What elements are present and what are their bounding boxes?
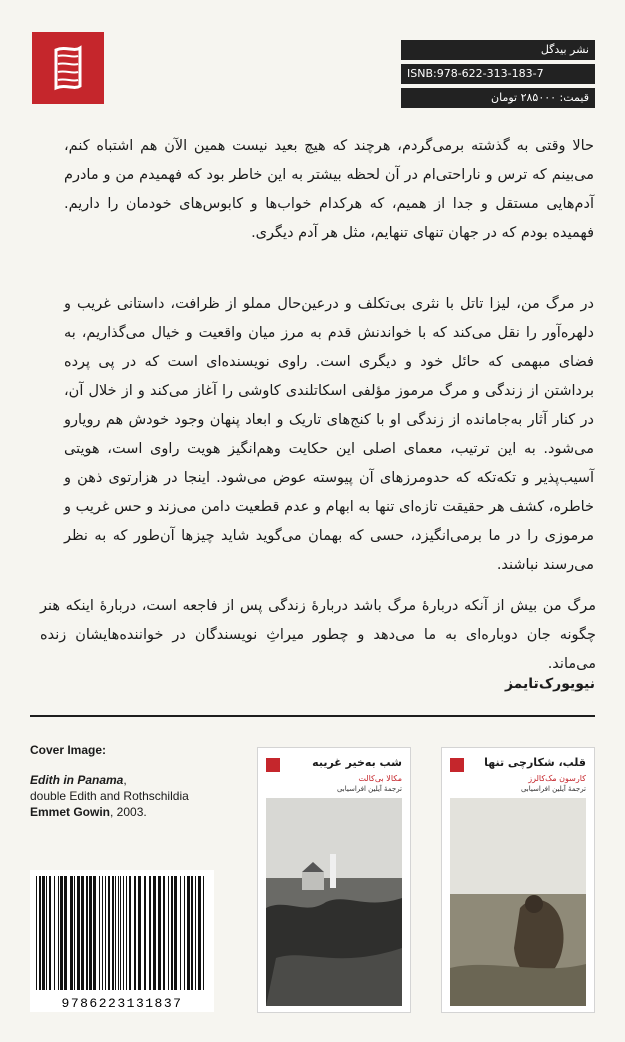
cover-credit-line: double Edith and Rothschildia xyxy=(30,789,189,803)
related-book-cover-image xyxy=(266,798,402,1006)
barcode-bar xyxy=(108,876,110,990)
cover-credit-title: Edith in Panama xyxy=(30,773,124,787)
barcode-bar xyxy=(203,876,204,990)
publisher-logo xyxy=(32,32,104,104)
barcode-bar xyxy=(77,876,80,990)
publisher-name: نشر بیدگل xyxy=(401,40,595,60)
barcode-bar xyxy=(39,876,41,990)
barcode-bar xyxy=(42,876,45,990)
review-quote: مرگ من بیش از آنکه دربارهٔ مرگ باشد دربارهٔ زندگی پس از فاجعه است، دربارهٔ اینکه هنر چگونه جان دوباره‌ای به ما می‌دهد و چطور میراثِ نویسندگان در خواننده‌هایشان زنده می‌ماند. xyxy=(40,598,596,672)
related-book-translator: ترجمهٔ آیلین افراسیابی xyxy=(520,785,586,793)
barcode-bar xyxy=(54,876,55,990)
barcode xyxy=(30,870,214,1012)
barcode-bar xyxy=(123,876,124,990)
barcode-bar xyxy=(174,876,177,990)
barcode-digits: 9786223131837 xyxy=(61,996,183,1011)
barcode-bar xyxy=(99,876,100,990)
related-book-translator: ترجمهٔ آیلین افراسیابی xyxy=(336,785,402,793)
barcode-bar xyxy=(129,876,131,990)
isbn-label: ISNB:978-622-313-183-7 xyxy=(401,64,595,84)
cover-credit-artist: Emmet Gowin xyxy=(30,805,111,819)
related-book-cover-image xyxy=(450,798,586,1006)
barcode-bar xyxy=(70,876,73,990)
barcode-bar xyxy=(126,876,127,990)
barcode-bar xyxy=(86,876,88,990)
barcode-bar xyxy=(118,876,119,990)
cover-credit-heading: Cover Image: xyxy=(30,743,107,757)
related-book-card xyxy=(258,748,410,1012)
barcode-bar xyxy=(89,876,92,990)
publisher-logo-small xyxy=(450,758,464,772)
barcode-bar xyxy=(168,876,169,990)
barcode-bar xyxy=(58,876,59,990)
related-book-author: کارسون مک‌کالرز xyxy=(528,774,586,783)
barcode-bar xyxy=(105,876,106,990)
barcode-bar xyxy=(198,876,201,990)
related-book-title: شب به‌خیر غریبه xyxy=(312,756,402,769)
related-book-title: قلب، شکارچی تنها xyxy=(484,756,586,769)
review-attribution: نیویورک‌تایمز xyxy=(504,676,595,692)
barcode-bar xyxy=(93,876,96,990)
barcode-bar xyxy=(158,876,161,990)
barcode-bar xyxy=(195,876,196,990)
cover-credit: Cover Image: Edith in Panama, double Edith and Rothschildia Emmet Gowin, 2003. xyxy=(30,742,240,820)
barcode-bar xyxy=(149,876,151,990)
barcode-bar xyxy=(74,876,75,990)
related-book-author: مکالا بی‌کالت xyxy=(358,774,402,783)
price-label: قیمت: ۲۸۵۰۰۰ تومان xyxy=(401,88,595,108)
barcode-bar xyxy=(64,876,67,990)
barcode-bar xyxy=(184,876,185,990)
publisher-logo-small xyxy=(266,758,280,772)
barcode-bar xyxy=(144,876,146,990)
barcode-bar xyxy=(120,876,121,990)
barcode-bar xyxy=(187,876,190,990)
barcode-bar xyxy=(36,876,37,990)
barcode-bar xyxy=(134,876,136,990)
barcode-bar xyxy=(163,876,165,990)
barcode-bar xyxy=(112,876,114,990)
barcode-bar xyxy=(60,876,63,990)
related-book-card xyxy=(442,748,594,1012)
barcode-bar xyxy=(46,876,47,990)
barcode-bar xyxy=(153,876,156,990)
barcode-bar xyxy=(138,876,141,990)
book-description: در مرگ من، لیزا تاتل با نثری بی‌تکلف و درعین‌حال مملو از ظرافت، داستانی غریب و دلهره‌آور را نقل می‌کند که با خواندنش قدم به مرز میان واقعیت و خیال می‌گذاریم، به فضای مبهمی که حائل خود و دیگری است. راوی نویسنده‌ای است که در پی پرده برداشتن از زندگی و مرگ مرموز مؤلفی اسکاتلندی کاوشی را آغاز می‌کند و از خلال آن، در کنار آثار به‌جامانده از زندگی او با کنج‌های تاریک و ابعاد پنهان وجود خودش هم رویارو می‌شود. به این ترتیب، معمای اصلی این حکایت وهم‌انگیز هویت راوی است، هویتی آسیب‌پذیر و تکه‌تکه که حدومرزهای آن پیوسته عوض می‌شود. اینجا در هزارتوی ذهن و خاطره، کشف هر حقیقت تازه‌ای تنها به ابهام و عدم قطعیت دامن می‌زند و حس غریب و مرموزی را در ما برمی‌انگیزد، حسی که بهمان می‌گوید شاید چیزها آن‌طور که به نظر می‌رسند نباشند. xyxy=(64,296,594,573)
barcode-bar xyxy=(81,876,84,990)
barcode-bar xyxy=(180,876,181,990)
barcode-bar xyxy=(115,876,116,990)
opening-excerpt: حالا وقتی به گذشته برمی‌گردم، هرچند که هیچ بعید نیست همین الآن هم اشتباه کنم، می‌بینم که ترس و ناراحتی‌ام در آن لحظه بیشتر به این خاطر بود که فهمیدم من و مادرم آدم‌هایی مستقل و جدا از همیم، که هرکدام خواب‌ها و کابوس‌های خودمان را داریم. فهمیده بودم که در جهان تنهای تنهایم، مثل هر آدم دیگری. xyxy=(64,138,594,241)
divider xyxy=(30,715,595,717)
barcode-bar xyxy=(191,876,193,990)
cover-credit-year: , 2003. xyxy=(110,805,147,819)
barcode-bar xyxy=(102,876,103,990)
barcode-bar xyxy=(49,876,51,990)
barcode-bar xyxy=(171,876,173,990)
